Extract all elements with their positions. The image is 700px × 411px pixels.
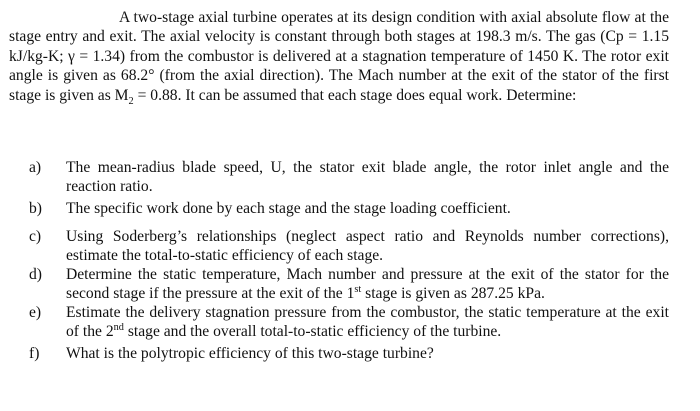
question-f <box>29 344 669 363</box>
question-e <box>29 303 669 341</box>
mach-subscript: 2 <box>128 95 134 107</box>
question-text-part-1: Determine the static temperature, Mach number and pressure at the exit of the stator for the second stage if the pressure at the exit of the 1 <box>66 266 669 302</box>
ordinal-superscript: nd <box>113 321 124 333</box>
question-c <box>29 227 669 265</box>
question-marker: b) <box>29 200 42 217</box>
question-b <box>29 199 669 218</box>
question-marker: f) <box>29 345 40 362</box>
question-text: What is the polytropic efficiency of this two-stage turbine? <box>66 345 434 362</box>
question-marker: a) <box>29 159 42 176</box>
problem-statement-text-part-2: = 0.88. It can be assumed that each stage does equal work. Determine: <box>133 86 577 104</box>
question-marker: d) <box>29 266 42 283</box>
question-list <box>29 158 669 363</box>
question-marker: e) <box>29 304 42 321</box>
question-text-part-2: stage and the overall total-to-static efficiency of the turbine. <box>123 323 502 340</box>
question-text: The mean-radius blade speed, U, the stator exit blade angle, the rotor inlet angle and the reaction ratio. <box>66 159 669 195</box>
problem-statement-text-part-1: A two-stage axial turbine operates at its design condition with axial absolute flow at the stage entry and exit. The axial velocity is constant through both stages at 198.3 m/s. The gas (Cp = 1.15 kJ/kg-K; γ = 1.34) from the combustor is delivered at a stagnation temperature of 1450 K. The rotor exit angle is given as 68.2° (from the axial direction). The Mach number at the exit of the stator of the first stage is given as M <box>9 9 669 104</box>
question-text: Using Soderberg’s relationships (neglect aspect ratio and Reynolds number corrections), estimate the total-to-static efficiency of each stage. <box>66 228 669 264</box>
ordinal-superscript: st <box>354 283 362 295</box>
question-a <box>29 158 669 196</box>
question-text-part-2: stage is given as 287.25 kPa. <box>361 285 545 302</box>
question-d <box>29 265 669 303</box>
question-marker: c) <box>29 228 42 245</box>
question-text: The specific work done by each stage and the stage loading coefficient. <box>66 200 511 217</box>
redacted-header-area <box>8 7 112 25</box>
question-text-part-1: Estimate the delivery stagnation pressure from the combustor, the static temperature at the exit of the 2 <box>66 304 669 340</box>
